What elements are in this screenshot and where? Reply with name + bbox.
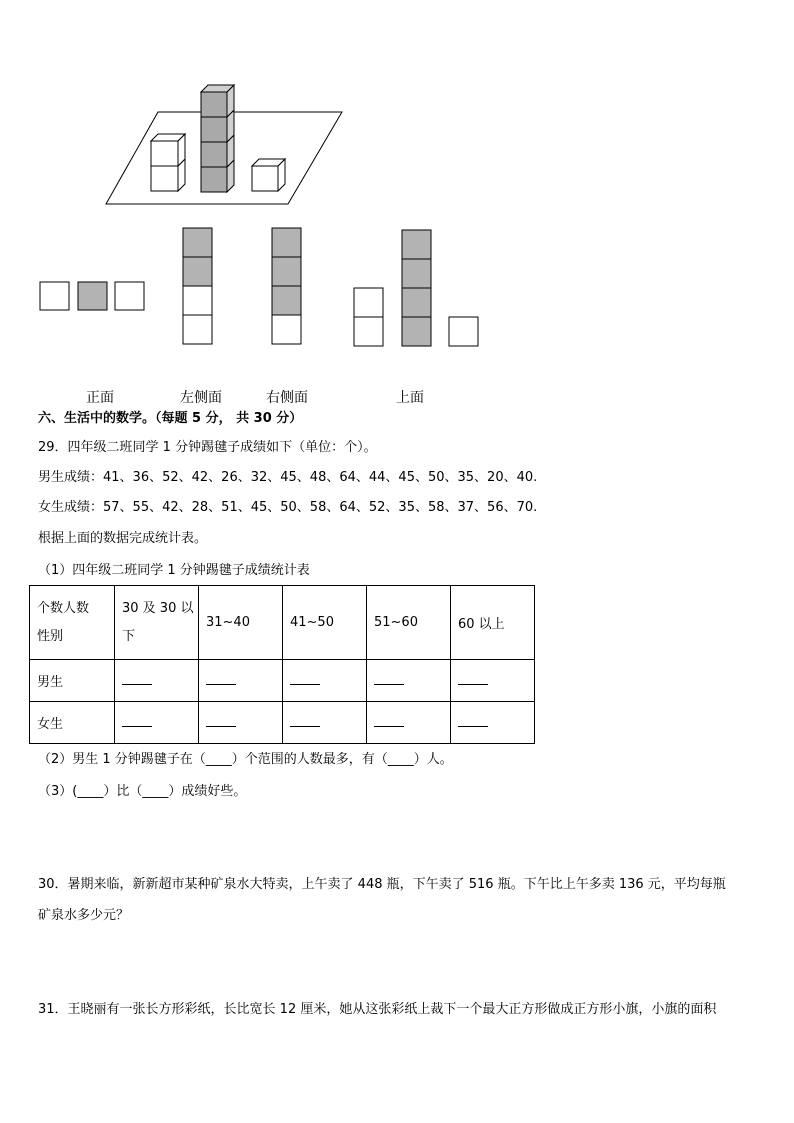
row-label-boys: 男生 [30,660,115,702]
table-cell-blank[interactable] [115,702,199,744]
stat-table [29,585,535,744]
q29-boys-scores: 男生成绩：41、36、52、42、26、32、45、48、64、44、45、50、35、20、40. [38,470,538,485]
table-cell-blank[interactable] [367,660,451,702]
col-header-60-above: 60 以上 [451,586,535,660]
label-left-side: 左侧面 [180,390,222,406]
middle-cube-stack [201,85,234,192]
table-cell-blank[interactable] [283,702,367,744]
col-header-31-40: 31~40 [199,586,283,660]
table-cell-blank[interactable] [199,660,283,702]
row-label-girls: 女生 [30,702,115,744]
corner-header: 个数人数 性别 [30,586,115,660]
right-side-view [271,226,305,348]
q29-girls-scores: 女生成绩：57、55、42、28、51、45、50、58、64、52、35、58、37、56、70. [38,500,538,515]
q29-intro: 29．四年级二班同学 1 分钟踢毽子成绩如下（单位：个）。 [38,440,377,455]
col-header-51-60: 51~60 [367,586,451,660]
q29-sub2: （2）男生 1 分钟踢毽子在（____）个范围的人数最多，有（____）人。 [38,752,453,767]
label-front: 正面 [86,390,114,406]
col-header-41-50: 41~50 [283,586,367,660]
section-heading: 六、生活中的数学。（每题 5 分， 共 30 分） [38,411,303,426]
table-cell-blank[interactable] [451,660,535,702]
table-cell-blank[interactable] [451,702,535,744]
q29-instruction: 根据上面的数据完成统计表。 [38,531,208,546]
label-right-side: 右侧面 [266,390,308,406]
col-header-30-below: 30 及 30 以 下 [115,586,199,660]
table-cell-blank[interactable] [283,660,367,702]
front-view [38,280,148,314]
q29-table-title: （1）四年级二班同学 1 分钟踢毽子成绩统计表 [38,563,310,578]
left-cube-stack [151,134,185,191]
right-cube [252,159,285,191]
left-side-view [182,226,216,348]
q31-line1: 31．王晓丽有一张长方形彩纸，长比宽长 12 厘米，她从这张彩纸上裁下一个最大正方形做成正方形小旗，小旗的面积 [38,1002,717,1017]
table-cell-blank[interactable] [115,660,199,702]
table-cell-blank[interactable] [199,702,283,744]
table-cell-blank[interactable] [367,702,451,744]
top-view [352,228,482,350]
q30-line2: 矿泉水多少元？ [38,908,130,923]
q29-sub3: （3）(____）比（____）成绩好些。 [38,784,247,799]
label-top: 上面 [396,390,424,406]
q30-line1: 30．暑期来临，新新超市某种矿泉水大特卖，上午卖了 448 瓶，下午卖了 516 瓶。下午比上午多卖 136 元，平均每瓶 [38,877,726,892]
cube-arrangement-figure [100,80,350,210]
